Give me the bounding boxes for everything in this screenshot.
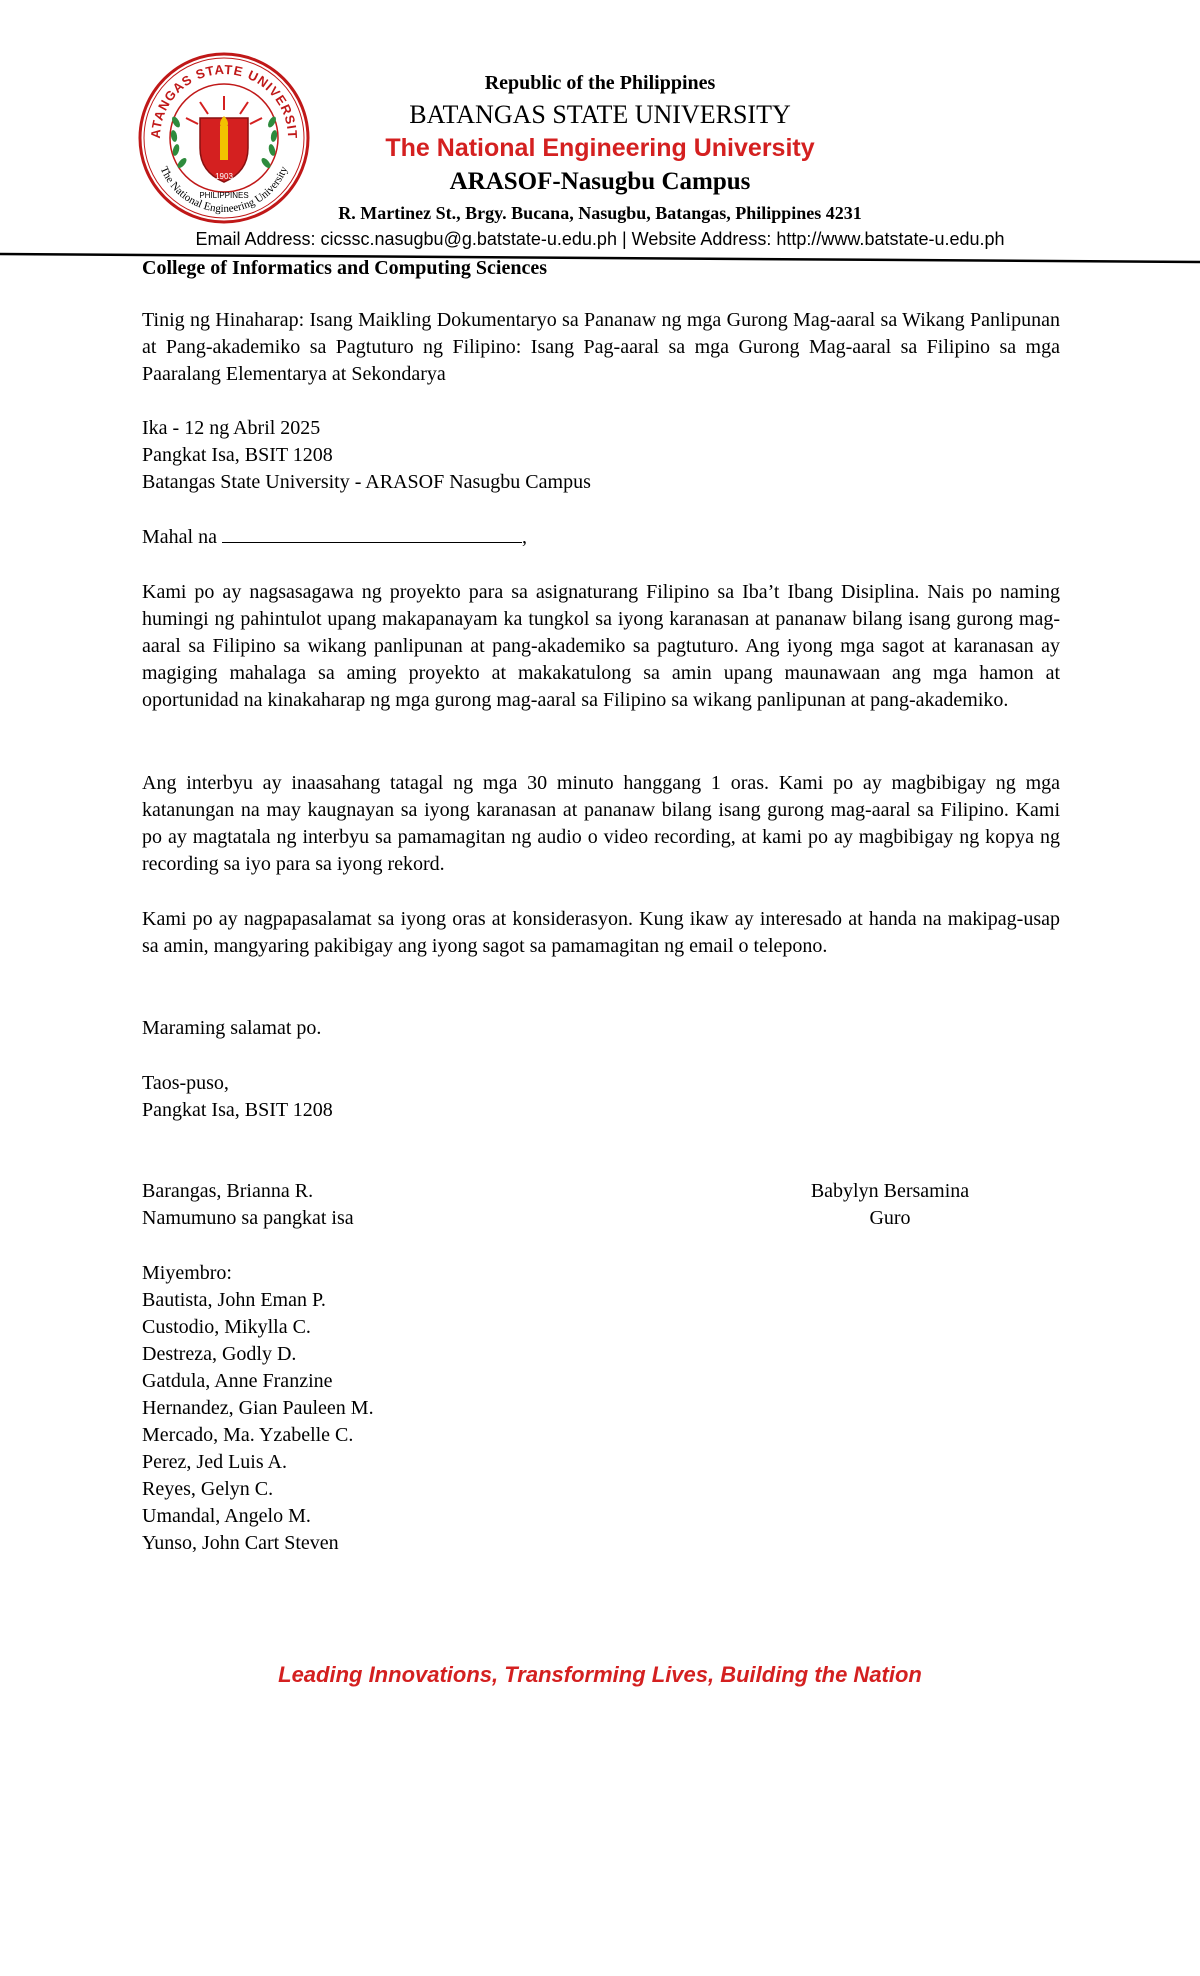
closing-line: Taos-puso, bbox=[142, 1072, 229, 1094]
salutation bbox=[142, 524, 527, 551]
member-item: Umandal, Angelo M. bbox=[142, 1505, 311, 1527]
member-item: Bautista, John Eman P. bbox=[142, 1289, 326, 1311]
contact-line bbox=[140, 229, 1060, 250]
body-paragraph-3: Kami po ay nagpapasalamat sa iyong oras at konsiderasyon. Kung ikaw ay interesado at handa na makipag-usap sa amin, mangyaring pakibigay ang iyong sagot sa pamamagitan ng email o telepono. bbox=[142, 908, 1060, 957]
national-engineering-tagline: The National Engineering University bbox=[385, 134, 815, 162]
email-label: Email Address: bbox=[195, 229, 321, 249]
thanks-line: Maraming salamat po. bbox=[142, 1017, 322, 1039]
university-name: BATANGAS STATE UNIVERSITY bbox=[409, 100, 791, 129]
member-item: Mercado, Ma. Yzabelle C. bbox=[142, 1424, 354, 1446]
seal-year: 1903 bbox=[215, 172, 233, 181]
campus-name: ARASOF-Nasugbu Campus bbox=[449, 168, 751, 195]
recipient-blank-line bbox=[222, 524, 522, 543]
document-title: Tinig ng Hinaharap: Isang Maikling Dokumentaryo sa Pananaw ng mga Gurong Mag-aaral sa Wikang Panlipunan at Pang-akademiko sa Pagtuturo ng Filipino: Isang Pag-aaral sa mga Gurong Mag-aaral sa Filipino sa mga Paaralang Elementarya at Sekondarya bbox=[142, 309, 1060, 385]
sender-institution: Batangas State University - ARASOF Nasugbu Campus bbox=[142, 471, 591, 493]
body-paragraph-2: Ang interbyu ay inaasahang tatagal ng mga 30 minuto hanggang 1 oras. Kami po ay magbibigay ng mga katanungan na may kaugnayan sa iyong karanasan at pananaw bilang isang gurong mag-aaral sa Filipino. Kami po ay magtatala ng interbyu sa pamamagitan ng audio o video recording, at kami po ay magbibigay ng kopya ng recording sa iyo para sa iyong rekord. bbox=[142, 772, 1060, 875]
college-name: College of Informatics and Computing Sciences bbox=[142, 257, 547, 279]
teacher-role: Guro bbox=[869, 1207, 911, 1229]
closing-group: Pangkat Isa, BSIT 1208 bbox=[142, 1099, 333, 1121]
torch-icon bbox=[220, 126, 228, 160]
member-item: Hernandez, Gian Pauleen M. bbox=[142, 1397, 374, 1419]
email-address[interactable]: cicssc.nasugbu@g.batstate-u.edu.ph bbox=[320, 229, 617, 249]
seal-top-text: ATANGAS STATE UNIVERSIT bbox=[147, 61, 301, 140]
salutation-comma: , bbox=[521, 526, 527, 548]
seal-country: PHILIPPINES bbox=[199, 191, 249, 200]
university-seal-logo bbox=[138, 52, 310, 224]
teacher-name: Babylyn Bersamina bbox=[810, 1180, 970, 1202]
seal-icon bbox=[138, 52, 310, 224]
leader-role: Namumuno sa pangkat isa bbox=[142, 1207, 354, 1229]
website-link[interactable]: http://www.batstate-u.edu.ph bbox=[776, 229, 1005, 249]
republic-heading: Republic of the Philippines bbox=[484, 72, 716, 94]
campus-address: R. Martinez St., Brgy. Bucana, Nasugbu, Batangas, Philippines 4231 bbox=[338, 203, 862, 223]
website-label: Website Address: bbox=[631, 229, 777, 249]
member-item: Gatdula, Anne Franzine bbox=[142, 1370, 333, 1392]
contact-separator: | bbox=[616, 229, 632, 249]
salutation-text: Mahal na bbox=[142, 526, 217, 548]
sender-group: Pangkat Isa, BSIT 1208 bbox=[142, 444, 333, 466]
members-label: Miyembro: bbox=[142, 1262, 232, 1284]
member-item: Yunso, John Cart Steven bbox=[142, 1532, 339, 1554]
letter-date: Ika - 12 ng Abril 2025 bbox=[142, 417, 321, 439]
seal-bottom-text: The National Engineering University bbox=[157, 164, 291, 216]
body-paragraph-1: Kami po ay nagsasagawa ng proyekto para sa asignaturang Filipino sa Iba’t Ibang Disiplina. Nais po naming humingi ng pahintulot upang makapanayam ka tungkol sa iyong karanasan at pananaw bilang isang gurong mag-aaral sa Filipino sa wikang panlipunan at pang-akademiko sa pagtuturo. Ang iyong mga sagot at karanasan ay magiging mahalaga sa aming proyekto at makakatulong sa amin upang maunawaan ang mga hamon at oportunidad na kinakaharap ng mga gurong mag-aaral sa Filipino sa wikang panlipunan at pang-akademiko. bbox=[142, 581, 1060, 711]
leader-name: Barangas, Brianna R. bbox=[142, 1180, 314, 1202]
footer-motto: Leading Innovations, Transforming Lives, Building the Nation bbox=[278, 1662, 922, 1687]
member-item: Destreza, Godly D. bbox=[142, 1343, 297, 1365]
member-item: Custodio, Mikylla C. bbox=[142, 1316, 311, 1338]
member-item: Reyes, Gelyn C. bbox=[142, 1478, 274, 1500]
member-item: Perez, Jed Luis A. bbox=[142, 1451, 287, 1473]
